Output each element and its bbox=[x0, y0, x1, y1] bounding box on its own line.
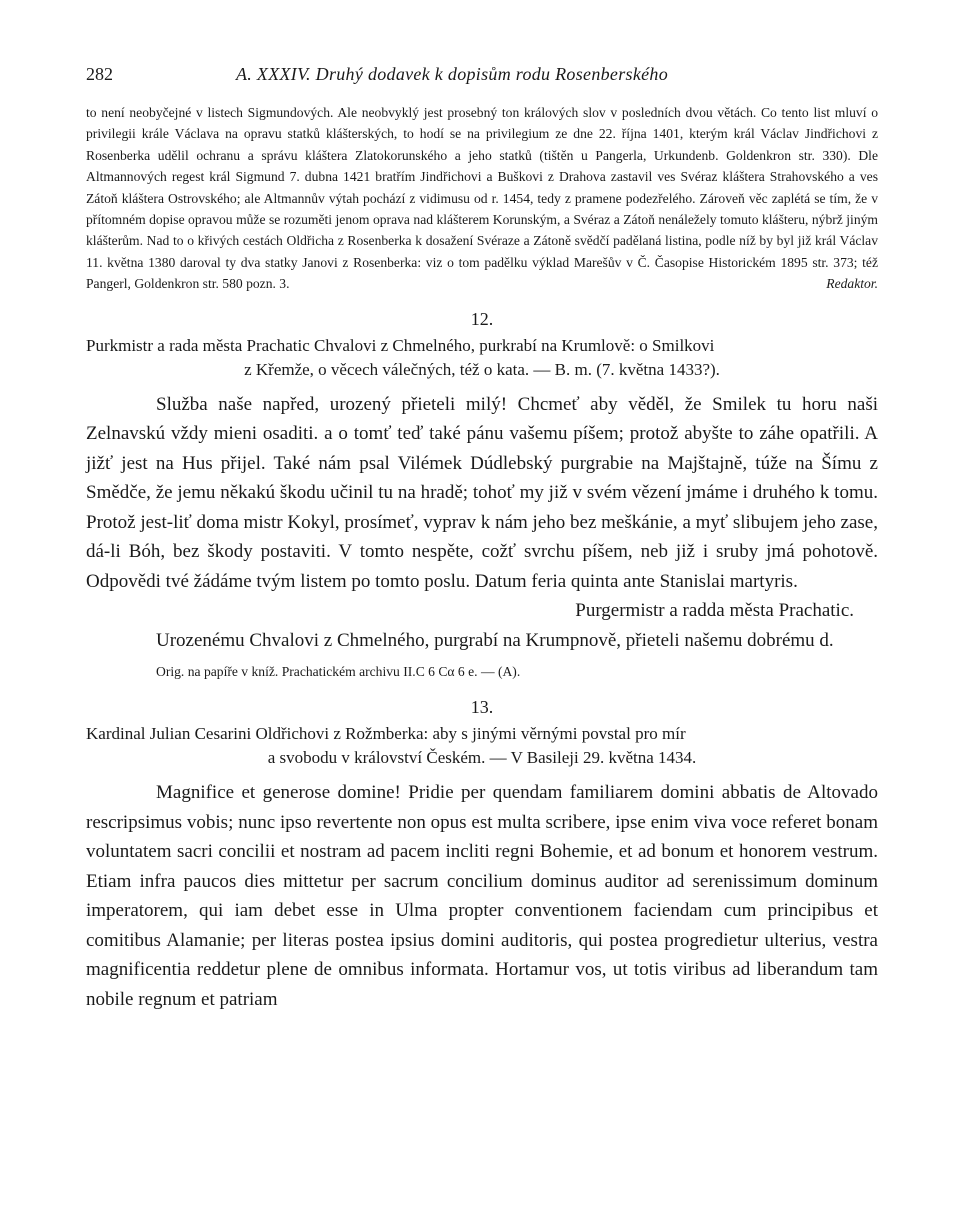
regest-12-line1: Purkmistr a rada města Prachatic Chvalovi z Chmelného, purkrabí na Krumlově: o Smilkovi bbox=[86, 335, 715, 355]
letter-12-address: Urozenému Chvalovi z Chmelného, purgrabí na Krumpnově, přieteli našemu dobrému d. bbox=[156, 629, 834, 651]
letter-12-body: Služba naše napřed, urozený přieteli milý! Chcmeť aby věděl, že Smilek tu horu naši Zelnavskú vždy mieni osaditi. a o tomť teď také pánu vašemu píšem; protož abyšte to záhe opatřili. A jižť jest na Hus přijel. Také nám psal Vilémek Dúdlebský purgrabie na Majštajně, túže na Šímu z Smědče, že jemu někakú škodu učinil tu na hradě; tohoť my již v svém vězení jmáme i druhého k tomu. Protož jest-liť doma mistr Kokyl, prosímeť, vyprav k nám jeho bez meškánie, a myť slibujem jeho zase, dá-li Bóh, bez škody postaviti. V tomto nespěte, cožť svrchu píšem, neb již i sruby jmá pohotově. Odpovědi tvé žádáme tvým listem po tomto poslu. Datum feria quinta ante Stanislai martyris. bbox=[86, 393, 878, 592]
regest-12 bbox=[86, 334, 878, 382]
regest-12-line2: z Křemže, o věcech válečných, též o kata. — B. m. (7. května 1433?). bbox=[244, 359, 720, 379]
document-page bbox=[86, 58, 878, 1014]
letter-12-source: Orig. na papíře v kníž. Prachatickém archivu II.C 6 Cα 6 e. — (A). bbox=[156, 664, 521, 680]
editor-note bbox=[86, 102, 878, 295]
page-number: 282 bbox=[86, 64, 113, 84]
regest-13-line2: a svobodu v království Českém. — V Basileji 29. května 1434. bbox=[267, 748, 697, 768]
document-number-13: 13. bbox=[470, 697, 494, 718]
editor-signature: Redaktor. bbox=[826, 276, 878, 292]
letter-13-body: Magnifice et generose domine! Pridie per quendam familiarem domini abbatis de Altovado rescripsimus vobis; nunc ipso revertente non opus est multa scribere, ipse enim viva voce referet bonam voluntatem sacri concilii et nostram ad pacem incliti regni Bohemie, et ad bonum et honorem vestrum. Etiam infra paucos dies mittetur per sacrum concilium dominus auditor ad serenissimum dominum imperatorem, qui iam debet esse in Ulma propter conventionem faciendam cum principibus et comitibus Alamanie; per literas postea ipsius domini auditoris, qui postea progredietur ulterius, vestra magnificentia reddetur plene de omnibus informata. Hortamur vos, ut totis viribus ad liberandum tam nobile regnum et patriam bbox=[86, 782, 878, 1010]
running-head bbox=[86, 58, 878, 88]
regest-13 bbox=[86, 722, 878, 770]
letter-12-sender: Purgermistr a radda města Prachatic. bbox=[575, 600, 854, 622]
document-number-12: 12. bbox=[470, 308, 494, 329]
running-title: A. XXXIV. Druhý dodavek k dopisům rodu Rosenberského bbox=[236, 64, 669, 84]
editor-note-text: to není neobyčejné v listech Sigmundových. Ale neobvyklý jest prosebný ton králových slov v posledních dvou větách. Co tento list mluví o privilegii krále Václava na opravu statků klášterských, to hodí se na privilegium ze dne 22. října 1401, kterým král Václav Jindřichovi z Rosenberka udělil ochranu a správu kláštera Zlatokorunského a jeho statků (tištěn u Pangerla, Urkundenb. Goldenkron str. 330). Dle Altmannových regest král Sigmund 7. dubna 1421 bratřím Jindřichovi a Buškovi z Drahova zastavil ves Svéraz kláštera Strahovského a ves Zátoň kláštera Ostrovského; ale Altmannův výtah pochází z vidimusu od r. 1454, tedy z pramene podezřelého. Zároveň věc zaplétá se tím, že v přítomném dopise opravou může se rozuměti jenom oprava nad klášterem Korunským, a Svéraz a Zátoň nenáležely tomuto klášteru, nýbrž jiným klášterům. Nad to o křivých cestách Oldřicha z Rosenberka k dosažení Svéraze a Zátoně svědčí padělaná listina, podle níž by byl již král Václav 11. května 1380 daroval ty dva statky Janovi z Rosenberka: viz o tom padělku výklad Marešův v Č. Časopise Historickém 1895 str. 373; též Pangerl, Goldenkron str. 580 pozn. 3. bbox=[86, 105, 878, 292]
regest-13-line1: Kardinal Julian Cesarini Oldřichovi z Rožmberka: aby s jinými věrnými povstal pro mír bbox=[86, 724, 686, 744]
